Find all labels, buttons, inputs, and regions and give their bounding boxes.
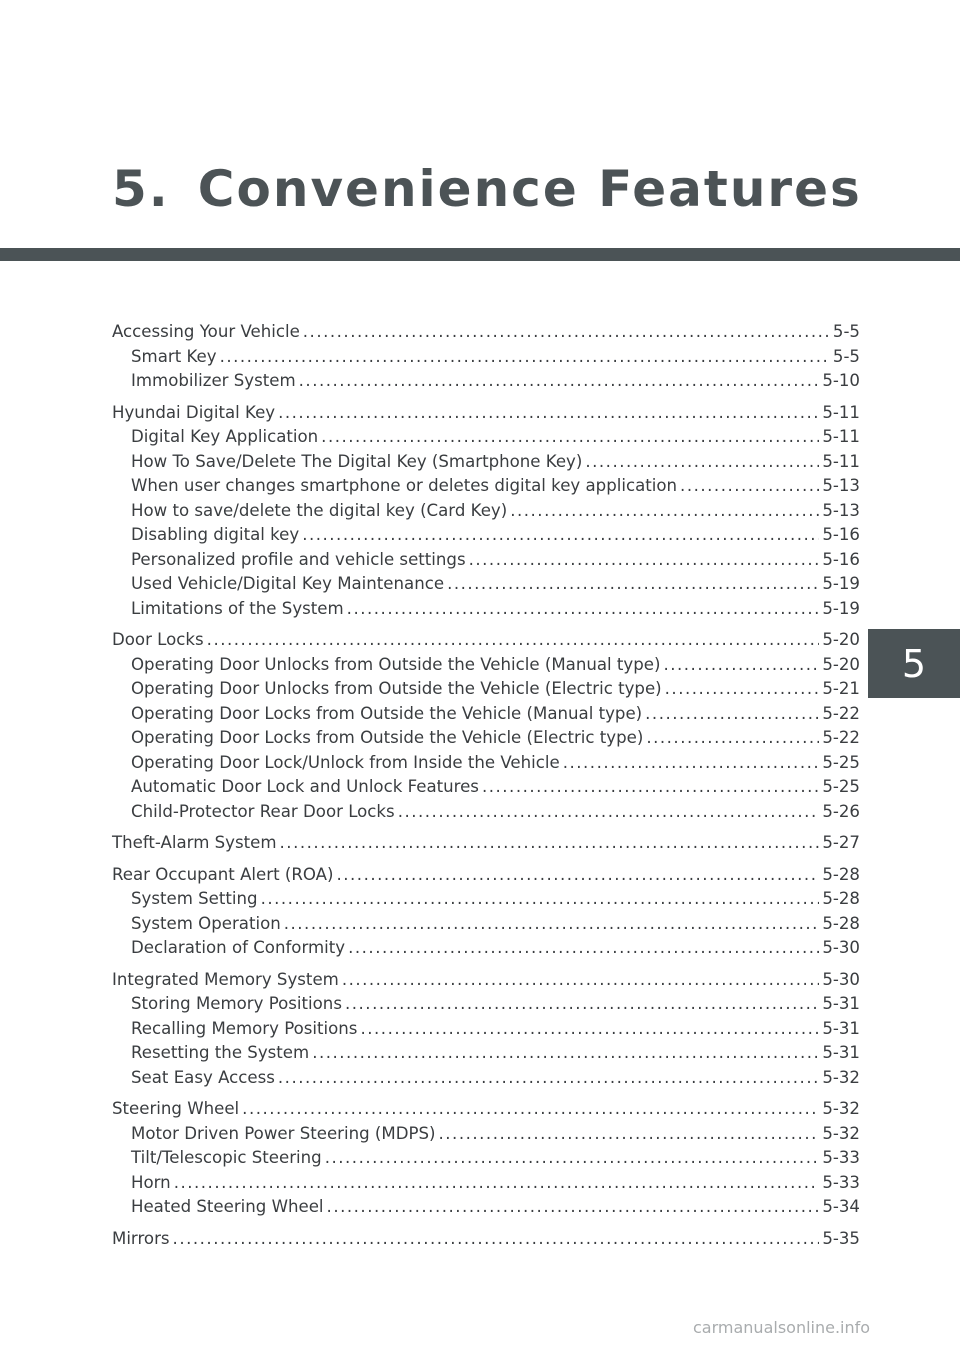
toc-entry-title: Motor Driven Power Steering (MDPS): [131, 1123, 436, 1143]
toc-dot-leader: [261, 889, 820, 908]
toc-dot-leader: [348, 938, 819, 957]
toc-subentry[interactable]: [112, 1068, 860, 1093]
toc-subentry[interactable]: [112, 889, 860, 914]
toc-entry-page: 5-32: [822, 1099, 860, 1118]
toc-dot-leader: [207, 630, 820, 649]
toc-dot-leader: [278, 403, 819, 422]
toc-entry-page: 5-13: [822, 476, 860, 495]
toc-entry-page: 5-13: [822, 500, 860, 520]
toc-entry-title: Steering Wheel: [112, 1099, 240, 1118]
toc-subentry[interactable]: [112, 704, 860, 729]
chapter-title: [112, 160, 862, 218]
toc-dot-leader: [439, 1124, 820, 1143]
toc-subentry[interactable]: [112, 679, 860, 704]
chapter-number: 5.: [112, 160, 170, 218]
toc-entry-page: 5-16: [822, 525, 860, 544]
toc-entry-page: 5-27: [822, 833, 860, 852]
toc-dot-leader: [469, 550, 820, 569]
toc-entry-title: Operating Door Locks from Outside the Vehicle (Manual type): [131, 703, 643, 723]
toc-entry-page: 5-28: [822, 913, 860, 933]
toc-dot-leader: [336, 865, 819, 884]
toc-dot-leader: [242, 1099, 819, 1118]
toc-subentry[interactable]: [112, 550, 860, 575]
toc-subentry[interactable]: [112, 753, 860, 778]
toc-entry-title: Operating Door Unlocks from Outside the Vehicle (Electric type): [131, 679, 662, 698]
toc-entry-title: Smart Key: [131, 346, 217, 366]
chapter-title-text: Convenience Features: [197, 160, 862, 218]
toc-entry-title: How To Save/Delete The Digital Key (Smartphone Key): [131, 451, 583, 471]
toc-subentry[interactable]: [112, 501, 860, 526]
toc-entry-page: 5-33: [822, 1148, 860, 1167]
toc-subentry[interactable]: [112, 347, 860, 372]
toc-dot-leader: [220, 347, 830, 366]
toc-section-entry[interactable]: [112, 1099, 860, 1124]
table-of-contents: [112, 322, 860, 1260]
toc-entry-title: Automatic Door Lock and Unlock Features: [131, 777, 479, 796]
toc-entry-title: When user changes smartphone or deletes digital key application: [131, 476, 678, 495]
toc-dot-leader: [325, 1148, 820, 1167]
toc-subentry[interactable]: [112, 599, 860, 624]
toc-entry-title: Personalized profile and vehicle settings: [131, 549, 466, 569]
toc-subentry[interactable]: [112, 427, 860, 452]
toc-subentry[interactable]: [112, 914, 860, 939]
toc-dot-leader: [665, 679, 820, 698]
toc-dot-leader: [327, 1197, 820, 1216]
toc-section-entry[interactable]: [112, 970, 860, 995]
toc-subentry[interactable]: [112, 1124, 860, 1149]
toc-entry-title: Operating Door Unlocks from Outside the Vehicle (Manual type): [131, 654, 661, 674]
toc-section-entry[interactable]: [112, 322, 860, 347]
toc-dot-leader: [563, 753, 820, 772]
toc-entry-title: Operating Door Lock/Unlock from Inside the Vehicle: [131, 752, 560, 772]
toc-entry-page: 5-26: [822, 801, 860, 821]
toc-entry-page: 5-22: [822, 703, 860, 723]
toc-entry-page: 5-32: [822, 1123, 860, 1143]
toc-section-entry[interactable]: [112, 630, 860, 655]
toc-section-entry[interactable]: [112, 1229, 860, 1254]
toc-entry-page: 5-5: [832, 322, 860, 341]
toc-entry-page: 5-20: [822, 630, 860, 649]
toc-entry-page: 5-31: [822, 1043, 860, 1062]
toc-entry-title: Disabling digital key: [131, 525, 300, 544]
toc-entry-page: 5-25: [822, 777, 860, 796]
toc-dot-leader: [321, 427, 819, 446]
toc-entry-title: Operating Door Locks from Outside the Vehicle (Electric type): [131, 728, 644, 747]
toc-section-entry[interactable]: [112, 833, 860, 858]
toc-subentry[interactable]: [112, 525, 860, 550]
toc-entry-title: Hyundai Digital Key: [112, 402, 276, 422]
toc-dot-leader: [173, 1229, 820, 1248]
toc-entry-page: 5-31: [822, 994, 860, 1013]
toc-entry-page: 5-25: [822, 752, 860, 772]
toc-dot-leader: [482, 777, 819, 796]
toc-entry-page: 5-35: [822, 1228, 860, 1248]
toc-subentry[interactable]: [112, 938, 860, 963]
toc-section-entry[interactable]: [112, 403, 860, 428]
toc-dot-leader: [174, 1173, 820, 1192]
toc-dot-leader: [663, 655, 819, 674]
watermark: carmanualsonline.info: [693, 1318, 871, 1337]
toc-entry-page: 5-16: [822, 549, 860, 569]
toc-entry-title: Mirrors: [112, 1228, 170, 1248]
toc-section: [112, 403, 860, 624]
toc-subentry[interactable]: [112, 476, 860, 501]
toc-dot-leader: [585, 452, 819, 471]
toc-entry-title: Digital Key Application: [131, 427, 319, 446]
toc-subentry[interactable]: [112, 452, 860, 477]
toc-entry-title: Integrated Memory System: [112, 969, 339, 989]
toc-dot-leader: [646, 728, 819, 747]
toc-subentry[interactable]: [112, 1173, 860, 1198]
toc-dot-leader: [302, 525, 819, 544]
toc-entry-title: Theft-Alarm System: [112, 833, 277, 852]
toc-subentry[interactable]: [112, 1019, 860, 1044]
toc-entry-title: Declaration of Conformity: [131, 938, 346, 957]
toc-entry-title: How to save/delete the digital key (Card Key): [131, 500, 508, 520]
toc-entry-title: System Setting: [131, 889, 258, 908]
toc-entry-page: 5-11: [822, 427, 860, 446]
toc-entry-page: 5-30: [822, 969, 860, 989]
toc-entry-title: Storing Memory Positions: [131, 994, 342, 1013]
toc-dot-leader: [342, 970, 820, 989]
toc-entry-page: 5-19: [822, 598, 860, 618]
toc-subentry[interactable]: [112, 1148, 860, 1173]
toc-subentry[interactable]: [112, 1197, 860, 1222]
toc-dot-leader: [360, 1019, 819, 1038]
toc-entry-page: 5-5: [832, 346, 860, 366]
toc-dot-leader: [447, 574, 819, 593]
toc-dot-leader: [680, 476, 819, 495]
toc-entry-page: 5-32: [822, 1067, 860, 1087]
toc-section: [112, 833, 860, 858]
toc-subentry[interactable]: [112, 994, 860, 1019]
toc-dot-leader: [312, 1043, 819, 1062]
toc-entry-title: Tilt/Telescopic Steering: [131, 1148, 322, 1167]
toc-entry-page: 5-31: [822, 1018, 860, 1038]
toc-entry-page: 5-21: [822, 679, 860, 698]
toc-dot-leader: [645, 704, 819, 723]
toc-entry-title: Used Vehicle/Digital Key Maintenance: [131, 574, 445, 593]
toc-entry-title: Limitations of the System: [131, 598, 344, 618]
chapter-tab[interactable]: 5: [868, 629, 960, 698]
toc-entry-title: Heated Steering Wheel: [131, 1197, 324, 1216]
toc-subentry[interactable]: [112, 1043, 860, 1068]
toc-section: [112, 970, 860, 1093]
toc-entry-page: 5-28: [822, 889, 860, 908]
toc-entry-title: Resetting the System: [131, 1043, 310, 1062]
toc-dot-leader: [280, 833, 820, 852]
toc-entry-title: System Operation: [131, 913, 281, 933]
toc-dot-leader: [284, 914, 820, 933]
toc-entry-title: Seat Easy Access: [131, 1067, 275, 1087]
toc-section: [112, 1229, 860, 1254]
toc-section: [112, 322, 860, 396]
toc-entry-page: 5-11: [822, 402, 860, 422]
toc-dot-leader: [303, 322, 830, 341]
toc-dot-leader: [299, 371, 820, 390]
toc-subentry[interactable]: [112, 574, 860, 599]
toc-section: [112, 1099, 860, 1222]
toc-entry-page: 5-19: [822, 574, 860, 593]
toc-dot-leader: [345, 994, 819, 1013]
toc-entry-page: 5-20: [822, 654, 860, 674]
toc-section: [112, 865, 860, 963]
toc-entry-page: 5-30: [822, 938, 860, 957]
toc-entry-title: Recalling Memory Positions: [131, 1018, 358, 1038]
toc-section: [112, 630, 860, 826]
toc-entry-page: 5-10: [822, 371, 860, 390]
toc-entry-title: Rear Occupant Alert (ROA): [112, 864, 334, 884]
toc-subentry[interactable]: [112, 371, 860, 396]
toc-entry-page: 5-11: [822, 451, 860, 471]
toc-dot-leader: [510, 501, 819, 520]
toc-entry-title: Immobilizer System: [131, 371, 296, 390]
title-divider-bar: [0, 248, 960, 261]
toc-entry-page: 5-33: [822, 1172, 860, 1192]
toc-entry-page: 5-22: [822, 728, 860, 747]
toc-dot-leader: [347, 599, 820, 618]
toc-dot-leader: [278, 1068, 819, 1087]
toc-subentry[interactable]: [112, 655, 860, 680]
toc-entry-title: Accessing Your Vehicle: [112, 322, 300, 341]
toc-section-entry[interactable]: [112, 865, 860, 890]
toc-entry-title: Child-Protector Rear Door Locks: [131, 801, 395, 821]
toc-subentry[interactable]: [112, 802, 860, 827]
toc-entry-title: Horn: [131, 1172, 171, 1192]
toc-subentry[interactable]: [112, 728, 860, 753]
toc-subentry[interactable]: [112, 777, 860, 802]
toc-dot-leader: [398, 802, 820, 821]
toc-entry-page: 5-34: [822, 1197, 860, 1216]
toc-entry-title: Door Locks: [112, 630, 204, 649]
toc-entry-page: 5-28: [822, 864, 860, 884]
